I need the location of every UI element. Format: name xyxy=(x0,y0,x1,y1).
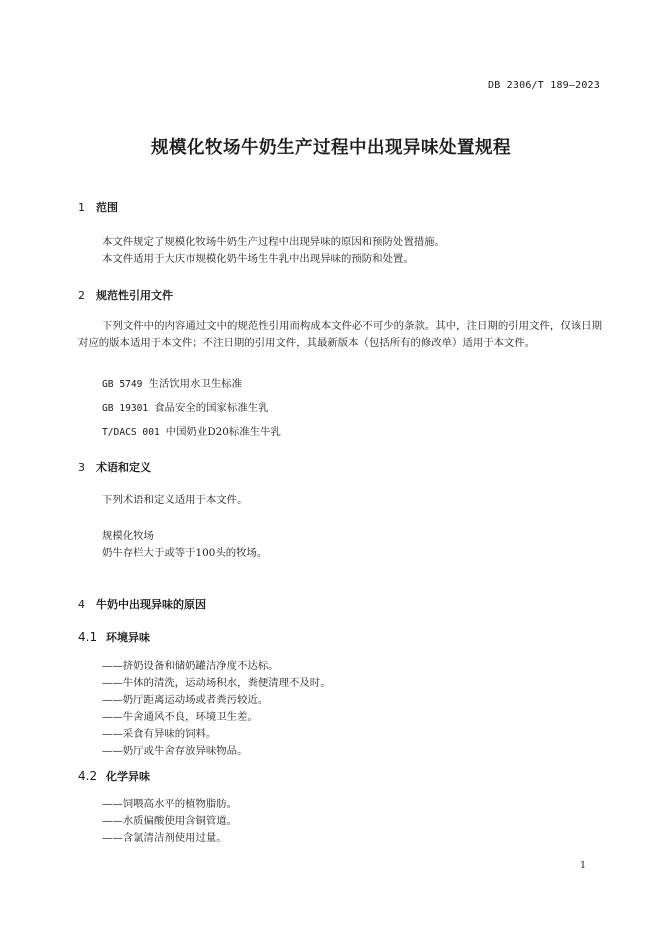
section-1-heading xyxy=(78,199,118,215)
list-item: ——牛体的清洗，运动场积水，粪便清理不及时。 xyxy=(102,677,331,689)
section-title: 规范性引用文件 xyxy=(96,289,173,302)
reference-code: GB 5749 xyxy=(102,379,143,390)
paragraph: 本文件规定了规模化牧场牛奶生产过程中出现异味的原因和预防处置措施。 xyxy=(102,236,445,248)
list-item: ——采食有异味的饲料。 xyxy=(102,728,217,740)
section-number: 3 xyxy=(78,461,85,474)
subsection-title: 环境异味 xyxy=(106,631,150,644)
reference-item xyxy=(102,399,269,414)
subsection-number: 4.1 xyxy=(78,630,98,644)
term-definition: 奶牛存栏大于或等于100头的牧场。 xyxy=(102,547,268,559)
reference-code: GB 19301 xyxy=(102,403,149,414)
list-item: ——挤奶设备和储奶罐洁净度不达标。 xyxy=(102,660,279,672)
section-3-heading xyxy=(78,459,151,475)
section-title: 术语和定义 xyxy=(96,461,151,474)
list-item: ——牛舍通风不良，环境卫生差。 xyxy=(102,711,258,723)
reference-code: T/DACS 001 xyxy=(102,427,160,438)
document-title: 规模化牧场牛奶生产过程中出现异味处置规程 xyxy=(151,138,511,158)
subsection-number: 4.2 xyxy=(78,769,98,783)
section-4-heading xyxy=(78,596,206,612)
paragraph: 下列文件中的内容通过文中的规范性引用而构成本文件必不可少的条款。其中，注日期的引用文件，仅该日期对应的版本适用于本文件；不注日期的引用文件，其最新版本（包括所有的修改单）适用于本文件。 xyxy=(78,320,602,349)
list-item: ——含氯清洁剂使用过量。 xyxy=(102,832,227,844)
standard-number: DB 2306/T 189—2023 xyxy=(488,80,600,91)
reference-title: 中国奶业D20标准生牛乳 xyxy=(165,426,281,438)
paragraph: 本文件适用于大庆市规模化奶牛场生牛乳中出现异味的预防和处置。 xyxy=(102,253,414,265)
section-number: 2 xyxy=(78,289,85,302)
reference-title: 生活饮用水卫生标准 xyxy=(148,378,242,390)
paragraph: 下列术语和定义适用于本文件。 xyxy=(102,494,248,506)
term: 规模化牧场 xyxy=(102,530,154,542)
page-number: 1 xyxy=(579,860,586,871)
list-item: ——奶厅或牛舍存放异味物品。 xyxy=(102,745,248,757)
section-title: 牛奶中出现异味的原因 xyxy=(96,598,206,611)
subsection-title: 化学异味 xyxy=(106,770,150,783)
reference-item xyxy=(102,423,281,438)
section-2-heading xyxy=(78,287,173,303)
section-number: 1 xyxy=(78,201,85,214)
section-number: 4 xyxy=(78,598,85,611)
reference-title: 食品安全的国家标准生乳 xyxy=(154,402,269,414)
subsection-4-1-heading xyxy=(78,629,150,645)
reference-item xyxy=(102,375,242,390)
section-title: 范围 xyxy=(96,201,118,214)
subsection-4-2-heading xyxy=(78,768,150,784)
list-item: ——奶厅距离运动场或者粪污较近。 xyxy=(102,694,269,706)
list-item: ——水质偏酸使用含铜管道。 xyxy=(102,815,238,827)
list-item: ——饲喂高水平的植物脂肪。 xyxy=(102,798,238,810)
